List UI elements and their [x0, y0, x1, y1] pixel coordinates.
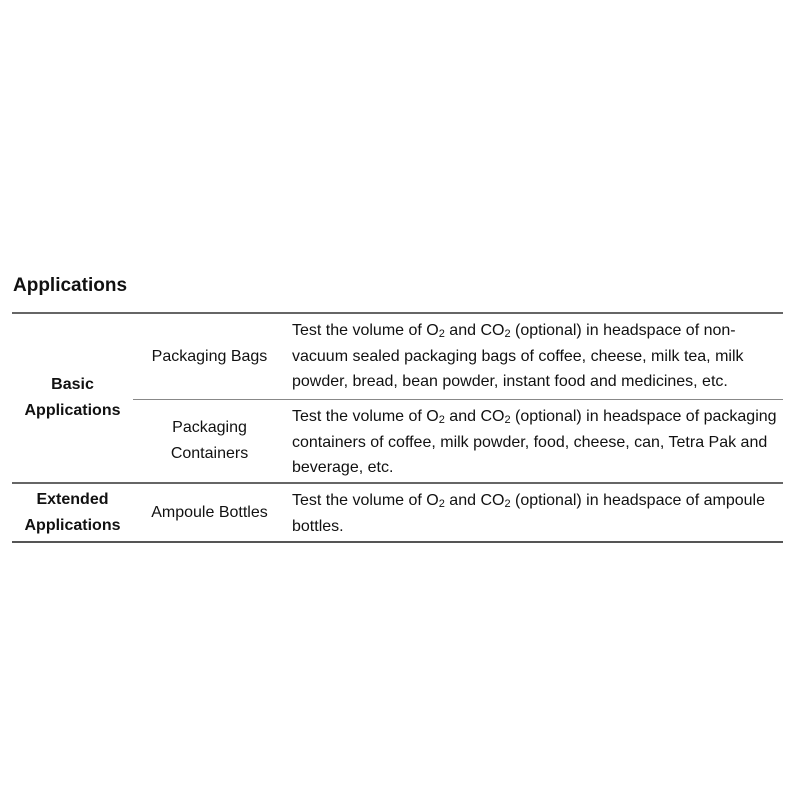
description-text: (optional) in headspace of ampoule bottles. [292, 492, 765, 535]
item-description-cell [286, 400, 783, 484]
subscript: 2 [504, 498, 511, 511]
category-cell-extended [12, 483, 133, 542]
item-description-cell [286, 483, 783, 542]
item-name-line: Containers [170, 445, 249, 463]
subscript: 2 [504, 328, 511, 340]
subscript: 2 [504, 414, 511, 426]
description-text: (optional) in headspace of packaging containers of coffee, milk powder, food, cheese, can, Tetra Pak and beverage, etc. [292, 408, 777, 477]
description-text: Test the volume of O [292, 408, 439, 425]
description-text: and CO [444, 408, 505, 425]
category-label-line: Basic [51, 376, 94, 394]
subscript: 2 [438, 498, 445, 511]
section-title: Applications [13, 275, 128, 296]
subscript: 2 [438, 328, 445, 340]
item-description-cell [286, 313, 783, 400]
item-name-cell [133, 483, 286, 542]
category-label-line: Applications [24, 402, 121, 420]
subscript: 2 [438, 414, 445, 426]
item-name-cell [133, 400, 286, 484]
description-text: Test the volume of O [292, 322, 439, 339]
category-label-line: Applications [24, 516, 121, 534]
description-text: and CO [444, 322, 505, 339]
item-name-line: Ampoule Bottles [151, 503, 268, 521]
applications-table [12, 312, 783, 543]
description-text: (optional) in headspace of non-vacuum sealed packaging bags of coffee, cheese, milk tea, milk powder, bread, bean powder, instant food and medicines, etc. [292, 322, 744, 391]
table-row [12, 483, 783, 542]
item-name-line: Packaging Bags [151, 347, 268, 365]
category-label-line: Extended [36, 490, 109, 508]
applications-table-grid [12, 312, 783, 543]
table-row [12, 313, 783, 400]
item-name-line: Packaging [172, 419, 247, 437]
description-text: Test the volume of O [292, 492, 439, 510]
category-cell-basic [12, 313, 133, 483]
item-name-cell [133, 313, 286, 400]
description-text: and CO [444, 492, 505, 510]
